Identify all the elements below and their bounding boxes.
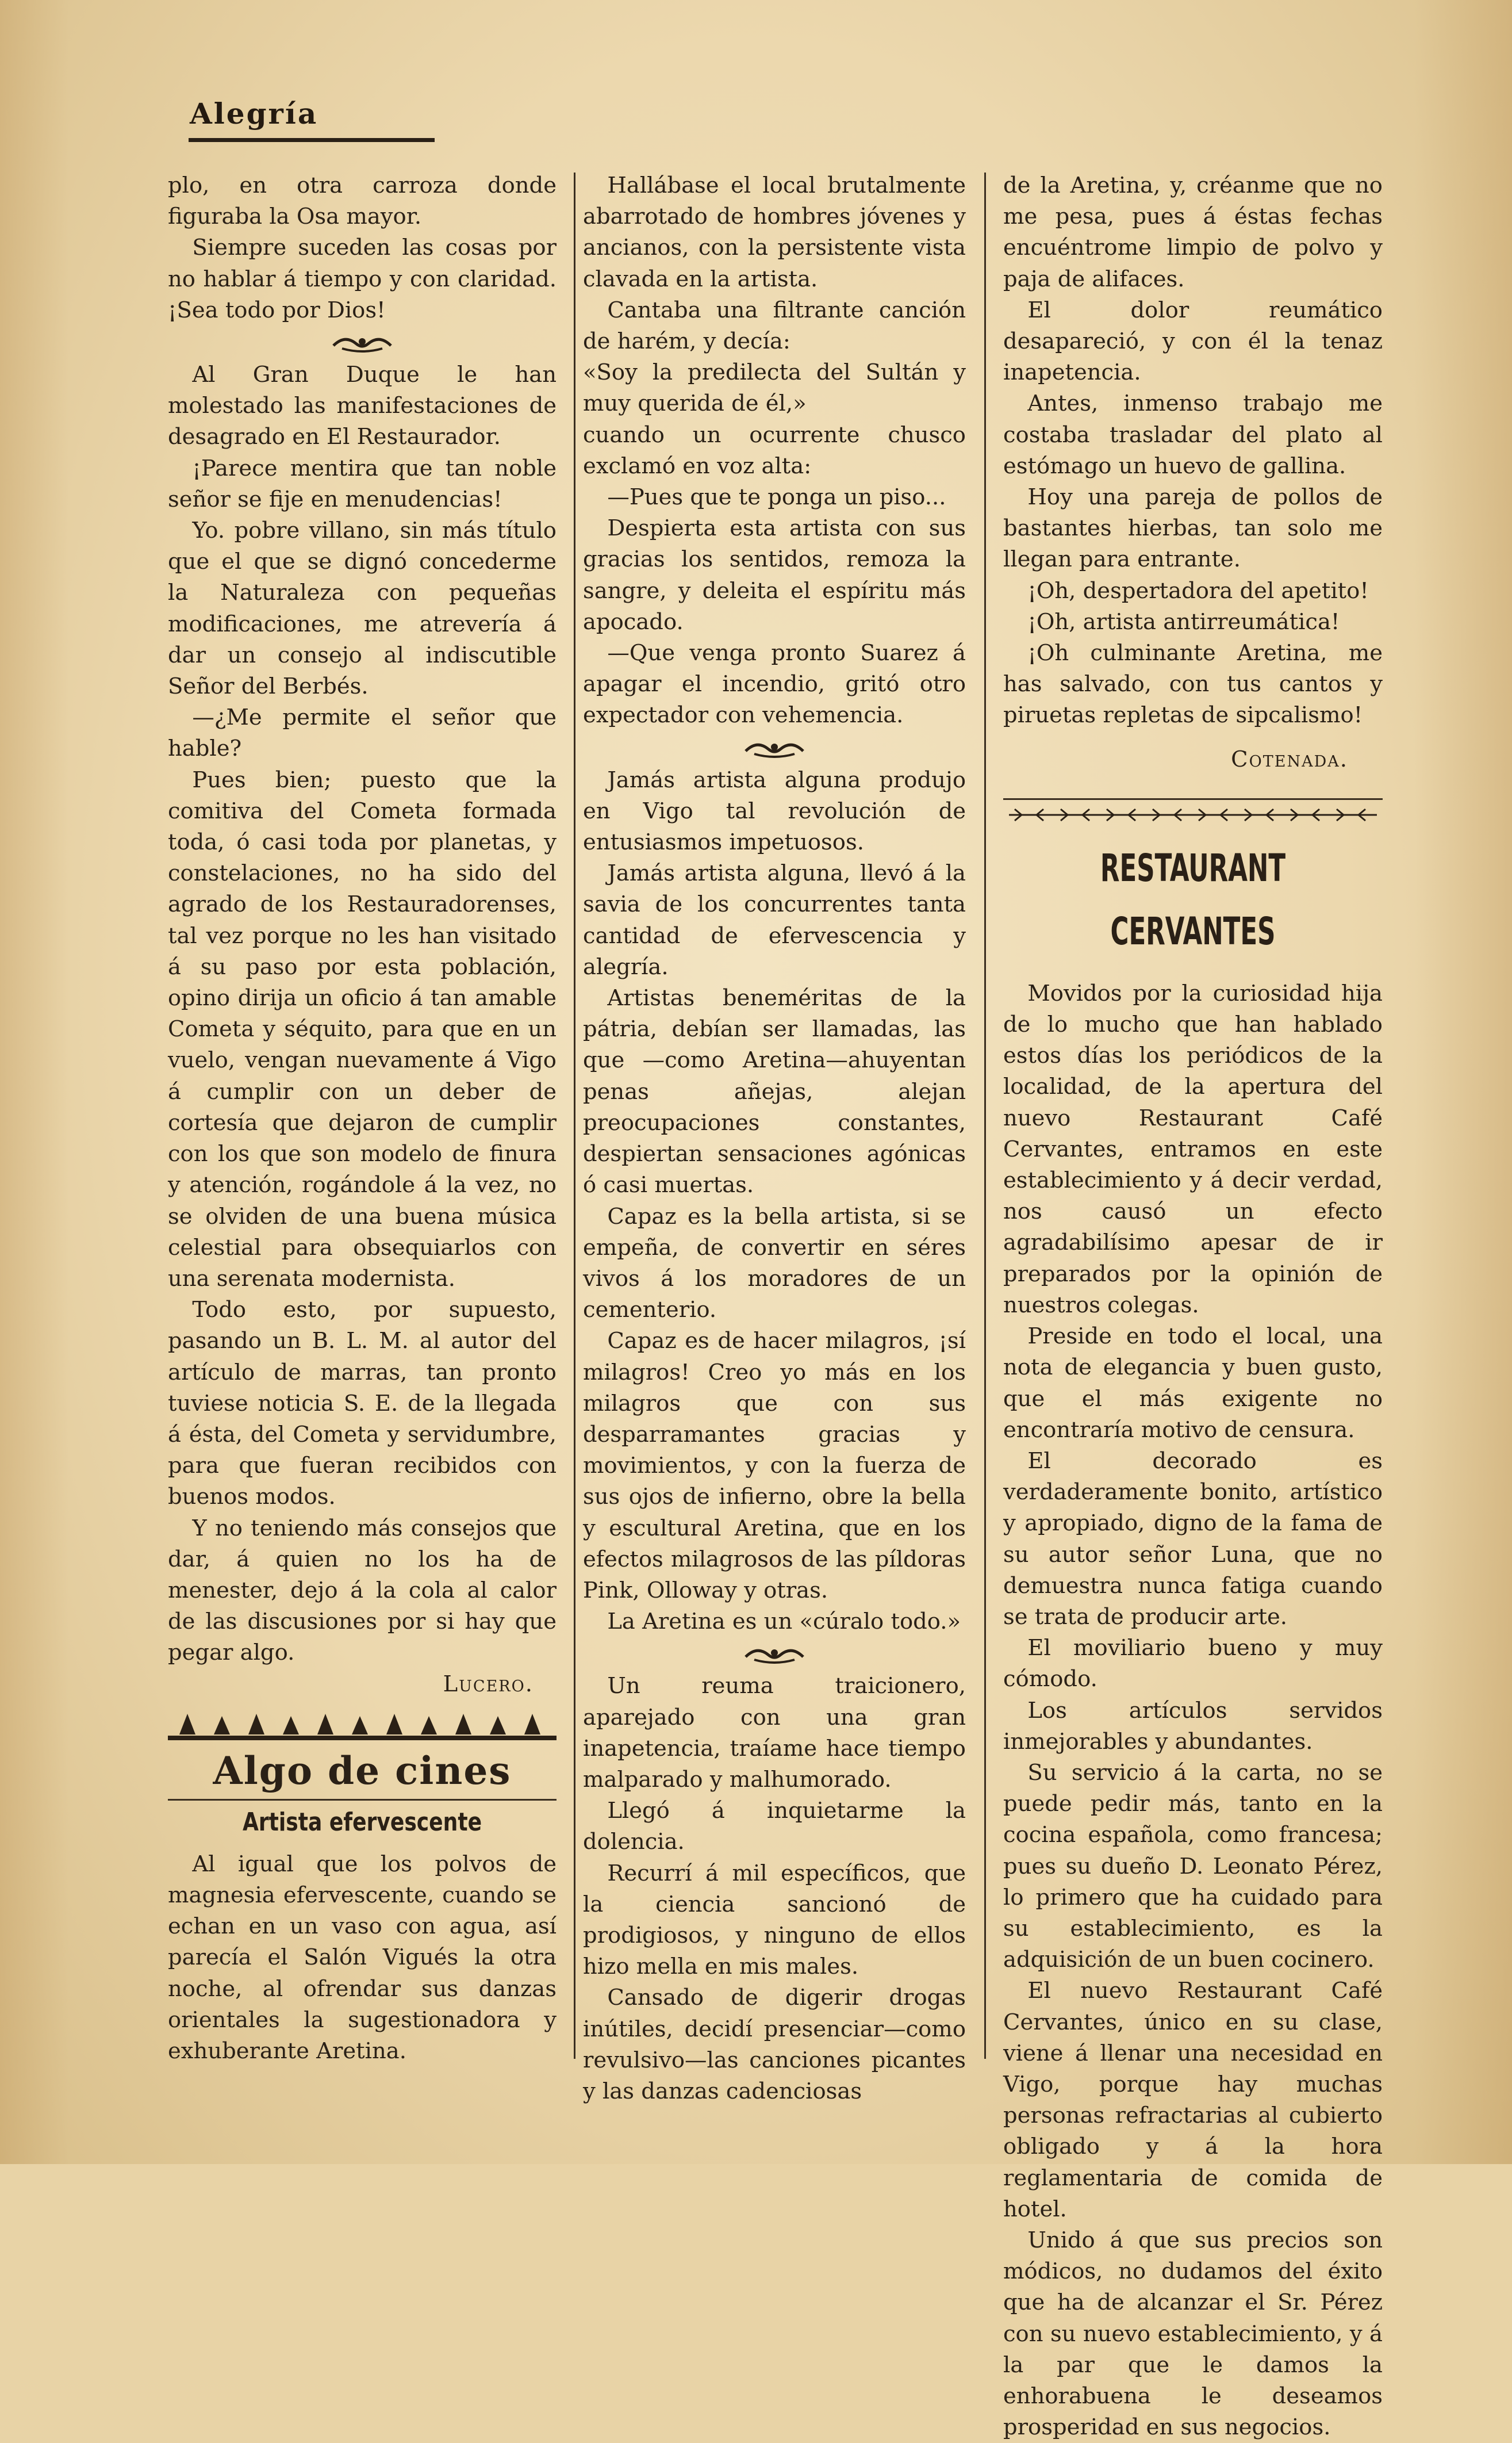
column-divider [984,173,986,2059]
article-paragraph: Los artículos servidos inmejorables y abundantes. [1003,1697,1383,1755]
masthead-title: Alegría [190,97,318,131]
article-paragraph: Jamás artista alguna produjo en Vigo tal revolución de entusiasmos impetuosos. [583,767,966,856]
article-paragraph: Preside en todo el local, una nota de elegancia y buen gusto, que el más exigente no encontraría motivo de censura. [1003,1323,1383,1443]
article-paragraph: Al Gran Duque le han molestado las manifestaciones de desagrado en El Restaurador. [168,362,557,450]
article-paragraph: plo, en otra carroza donde figuraba la Osa mayor. [168,173,557,230]
article-paragraph: Artistas beneméritas de la pátria, debían ser llamadas, las que —como Aretina—ahuyentan penas añejas, alejan preocupaciones constantes, despiertan sensaciones agónicas ó casi muertas. [583,985,966,1198]
article-paragraph: Yo. pobre villano, sin más título que el que se dignó concederme la Naturaleza con pequeñas modificaciones, me atrevería á dar un consejo al indiscutible Señor del Berbés. [168,518,557,700]
article-paragraph: —Que venga pronto Suarez á apagar el incendio, gritó otro expectador con vehemencia. [583,640,966,729]
arrow-border [1003,800,1383,830]
author-signature: Lucero. [443,1671,534,1697]
article-paragraph: Un reuma traicionero, aparejado con una gran inapetencia, traíame hace tiempo malparado y malhumorado. [583,1673,966,1793]
article-paragraph: —Pues que te ponga un piso... [607,484,946,511]
article-paragraph: Llegó á inquietarme la dolencia. [583,1798,966,1855]
article-paragraph: Hoy una pareja de pollos de bastantes hierbas, tan solo me llegan para entrante. [1003,484,1383,573]
article-paragraph: Al igual que los polvos de magnesia efervescente, cuando se echan en un vaso con agua, así parecía el Salón Vigués la otra noche, al ofrendar sus danzas orientales la sugestionadora y exhuberante Aretina. [168,1851,557,2064]
article-paragraph: Capaz es la bella artista, si se empeña, de convertir en séres vivos á los moradores de un cementerio. [583,1203,966,1323]
article-paragraph: Pues bien; puesto que la comitiva del Cometa formada toda, ó casi toda por planetas, y constelaciones, no ha sido del agrado de los Restauradorenses, tal vez porque no les han visitado á su paso por esta población, opino dirija un oficio á tan amable Cometa y séquito, para que en un vuelo, vengan nuevamente á Vigo á cumplir con un deber de cortesía que dejaron de cumplir con los que son modelo de finura y atención, rogándole á la vez, no se olviden de una buena música celestial para obsequiarlos con una serenata modernista. [168,767,557,1292]
article-paragraph: cuando un ocurrente chusco exclamó en voz alta: [583,422,966,479]
article-paragraph: Antes, inmenso trabajo me costaba trasladar del plato al estómago un huevo de gallina. [1003,390,1383,479]
article-paragraph: ¡Parece mentira que tan noble señor se fije en menudencias! [168,455,557,512]
article-paragraph: Capaz es de hacer milagros, ¡sí milagros! Creo yo más en los milagros que con sus desparramantes gracias y movimientos, y con la fuerza de sus ojos de infierno, obre la bella y escultural Aretina, que en los efectos milagrosos de las píldoras Pink, Olloway y otras. [583,1328,966,1603]
section-heading: Algo de cines [213,1748,512,1793]
article-paragraph: ¡Oh, despertadora del apetito! [1027,577,1369,604]
article-paragraph: Cansado de digerir drogas inútiles, decidí presenciar—como revulsivo—las canciones picantes y las danzas cadenciosas [583,1985,966,2104]
article-paragraph: Movidos por la curiosidad hija de lo mucho que han hablado estos días los periódicos de la localidad, de la apertura del nuevo Restaurant Café Cervantes, entramos en este establecimiento y á decir verdad, nos causó un efecto agradabilísimo apesar de ir preparados por la opinión de nuestros colegas. [1003,980,1383,1318]
masthead-rule [189,138,435,142]
article-paragraph: Todo esto, por supuesto, pasando un B. L. M. al autor del artículo de marras, tan pronto tuviese noticia S. E. de la llegada á ésta, del Cometa y servidumbre, para que fueran recibidos con buenos modos. [168,1297,557,1510]
article-paragraph: Jamás artista alguna, llevó á la savia de los concurrentes tanta cantidad de efervescencia y alegría. [583,860,966,980]
ornament-divider [583,1637,966,1671]
ornament-divider [583,732,966,765]
column-1 [168,170,557,2067]
paper-edge-stain [1414,0,1512,2164]
column-3 [1003,170,1383,2443]
article-paragraph: ¡Oh, artista antirreumática! [1027,608,1340,635]
ornamental-frieze [168,1708,557,1743]
column-2 [583,170,966,2107]
paper-edge-stain [0,0,69,2164]
article-paragraph: El decorado es verdaderamente bonito, artístico y apropiado, digno de la fama de su autor señor Luna, que no demuestra nunca fatiga cuando se trata de producir arte. [1003,1448,1383,1630]
ornament-divider [168,326,557,359]
column-divider [574,173,575,2059]
article-paragraph: Y no teniendo más consejos que dar, á quien no los ha de menester, dejo á la cola al calor de las discusiones por si hay que pegar algo. [168,1515,557,1666]
article-paragraph: Su servicio á la carta, no se puede pedir más, tanto en la cocina española, como francesa; pues su dueño D. Leonato Pérez, lo primero que ha cuidado para su establecimiento, es la adquisición de un buen cocinero. [1003,1759,1383,1973]
article-paragraph: Despierta esta artista con sus gracias los sentidos, remoza la sangre, y deleita el espíritu más apocado. [583,515,966,635]
song-quote: «Soy la predilecta del Sultán y muy querida de él,» [583,359,966,417]
article-paragraph: La Aretina es un «cúralo todo.» [607,1609,961,1635]
article-paragraph: Hallábase el local brutalmente abarrotado de hombres jóvenes y ancianos, con la persistente vista clavada en la artista. [583,173,966,292]
restaurant-heading: RESTAURANT CERVANTES [1100,845,1286,954]
section-subheading: Artista efervescente [242,1807,482,1837]
article-paragraph: Unido á que sus precios son módicos, no dudamos del éxito que ha de alcanzar el Sr. Pérez con su nuevo establecimiento, y á la par que le damos la enhorabuena le deseamos prosperidad en sus negocios. [1003,2227,1383,2441]
author-signature: Cotenada. [1231,746,1348,772]
article-paragraph: —¿Me permite el señor que hable? [168,704,557,762]
article-paragraph: Recurrí á mil específicos, que la ciencia sancionó de prodigiosos, y ninguno de ellos hizo mella en mis males. [583,1860,966,1980]
article-paragraph: El dolor reumático desapareció, y con él la tenaz inapetencia. [1003,297,1383,386]
article-paragraph: El nuevo Restaurant Café Cervantes, único en su clase, viene á llenar una necesidad en Vigo, porque hay muchas personas refractarias al cubierto obligado y á la hora reglamentaria de comida de hotel. [1003,1978,1383,2222]
article-paragraph: Cantaba una filtrante canción de harém, y decía: [583,297,966,355]
article-paragraph: El moviliario bueno y muy cómodo. [1003,1635,1383,1693]
article-paragraph: de la Aretina, y, créanme que no me pesa, pues á éstas fechas encuéntrome limpio de polvo y paja de alifaces. [1003,173,1383,292]
article-paragraph: ¡Oh culminante Aretina, me has salvado, con tus cantos y piruetas repletas de sipcalismo! [1003,640,1383,729]
article-paragraph: Siempre suceden las cosas por no hablar á tiempo y con claridad. ¡Sea todo por Dios! [168,235,557,323]
